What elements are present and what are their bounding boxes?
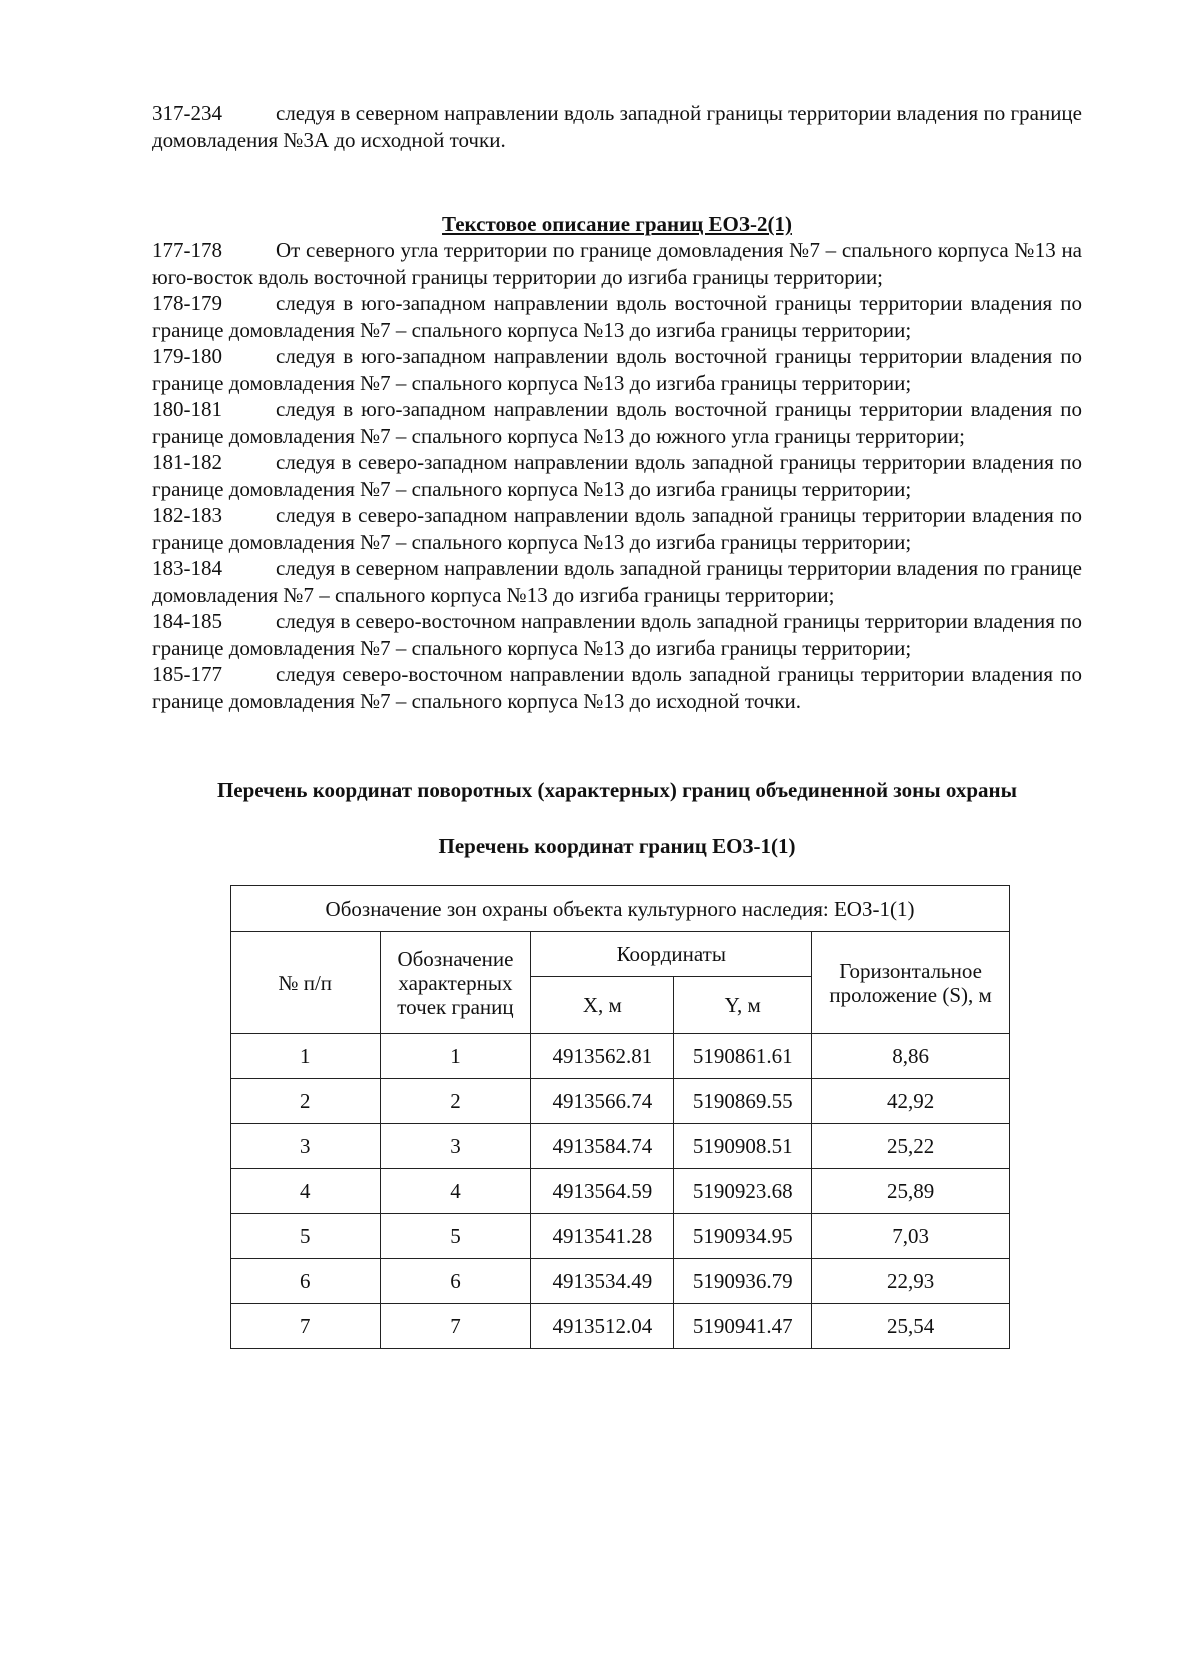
table-row [231,1304,1010,1349]
segment-code: 177-178 [152,238,222,262]
segment-description: следуя в северном направлении вдоль западной границы территории владения по границе домовладения №7 – спального корпуса №13 до изгиба границы территории; [152,556,1082,607]
cell-y: 5190936.79 [674,1259,812,1304]
segment-description: следуя северо-восточном направлении вдоль западной границы территории владения по границе домовладения №7 – спального корпуса №13 до исходной точки. [152,662,1082,713]
boundary-entry [152,608,1082,661]
cell-point: 2 [380,1079,531,1124]
segment-code: 317-234 [152,101,222,125]
list-title: Перечень координат поворотных (характерных) границ объединенной зоны охраны [216,778,1018,802]
cell-x: 4913566.74 [531,1079,674,1124]
cell-number: 3 [231,1124,381,1169]
segment-description: следуя в северо-восточном направлении вдоль западной границы территории владения по границе домовладения №7 – спального корпуса №13 до изгиба границы территории; [152,609,1082,660]
boundary-entry [152,290,1082,343]
segment-description: следуя в северо-западном направлении вдоль западной границы территории владения по границе домовладения №7 – спального корпуса №13 до изгиба границы территории; [152,503,1082,554]
boundary-entry [152,449,1082,502]
header-point: Обозначение характерных точек границ [380,932,531,1034]
boundary-entry [152,396,1082,449]
header-number: № п/п [231,932,381,1034]
segment-code: 184-185 [152,609,222,633]
cell-distance: 25,54 [812,1304,1010,1349]
cell-point: 3 [380,1124,531,1169]
table-row [231,1079,1010,1124]
cell-distance: 7,03 [812,1214,1010,1259]
cell-y: 5190923.68 [674,1169,812,1214]
segment-code: 183-184 [152,556,222,580]
cell-number: 2 [231,1079,381,1124]
cell-number: 5 [231,1214,381,1259]
table-row [231,1169,1010,1214]
segment-description: следуя в юго-западном направлении вдоль восточной границы территории владения по границе домовладения №7 – спального корпуса №13 до южного угла границы территории; [152,397,1082,448]
cell-number: 1 [231,1034,381,1079]
cell-distance: 22,93 [812,1259,1010,1304]
boundary-entry [152,237,1082,290]
segment-code: 185-177 [152,662,222,686]
segment-description: следуя в юго-западном направлении вдоль восточной границы территории владения по границе домовладения №7 – спального корпуса №13 до изгиба границы территории; [152,344,1082,395]
cell-x: 4913584.74 [531,1124,674,1169]
cell-x: 4913534.49 [531,1259,674,1304]
segment-code: 179-180 [152,344,222,368]
cell-distance: 25,22 [812,1124,1010,1169]
section-title: Текстовое описание границ ЕОЗ-2(1) [442,212,792,236]
cell-point: 6 [380,1259,531,1304]
zone-caption: Обозначение зон охраны объекта культурного наследия: ЕОЗ-1(1) [231,886,1010,932]
segment-description: От северного угла территории по границе домовладения №7 – спального корпуса №13 на юго-восток вдоль восточной границы территории до изгиба границы территории; [152,238,1082,289]
cell-x: 4913562.81 [531,1034,674,1079]
segment-code: 178-179 [152,291,222,315]
segment-code: 181-182 [152,450,222,474]
cell-x: 4913541.28 [531,1214,674,1259]
segment-description: следуя в юго-западном направлении вдоль восточной границы территории владения по границе домовладения №7 – спального корпуса №13 до изгиба границы территории; [152,291,1082,342]
table-row [231,1259,1010,1304]
cell-distance: 25,89 [812,1169,1010,1214]
cell-point: 4 [380,1169,531,1214]
cell-point: 1 [380,1034,531,1079]
cell-y: 5190869.55 [674,1079,812,1124]
table-row [231,1034,1010,1079]
cell-number: 6 [231,1259,381,1304]
boundary-entry [152,343,1082,396]
segment-description: следуя в северном направлении вдоль западной границы территории владения по границе домовладения №3А до исходной точки. [152,101,1082,152]
cell-x: 4913564.59 [531,1169,674,1214]
header-coordinates: Координаты [531,932,812,977]
boundary-entry [152,502,1082,555]
cell-point: 5 [380,1214,531,1259]
cell-x: 4913512.04 [531,1304,674,1349]
cell-y: 5190941.47 [674,1304,812,1349]
cell-number: 4 [231,1169,381,1214]
segment-code: 180-181 [152,397,222,421]
table-row [231,1214,1010,1259]
sub-title: Перечень координат границ ЕОЗ-1(1) [438,834,796,858]
segment-code: 182-183 [152,503,222,527]
boundary-entry [152,661,1082,714]
cell-y: 5190934.95 [674,1214,812,1259]
header-y: Y, м [674,977,812,1034]
cell-y: 5190908.51 [674,1124,812,1169]
segment-description: следуя в северо-западном направлении вдоль западной границы территории владения по границе домовладения №7 – спального корпуса №13 до изгиба границы территории; [152,450,1082,501]
coordinates-table [230,885,1010,1349]
boundary-entry [152,555,1082,608]
cell-distance: 8,86 [812,1034,1010,1079]
table-row [231,1124,1010,1169]
boundary-entries [152,237,1082,714]
boundary-entry [152,100,1082,153]
cell-point: 7 [380,1304,531,1349]
document-page [152,100,1082,1349]
cell-y: 5190861.61 [674,1034,812,1079]
header-horizontal-distance: Горизонтальное проложение (S), м [812,932,1010,1034]
header-x: X, м [531,977,674,1034]
cell-distance: 42,92 [812,1079,1010,1124]
cell-number: 7 [231,1304,381,1349]
intro-block [152,100,1082,153]
